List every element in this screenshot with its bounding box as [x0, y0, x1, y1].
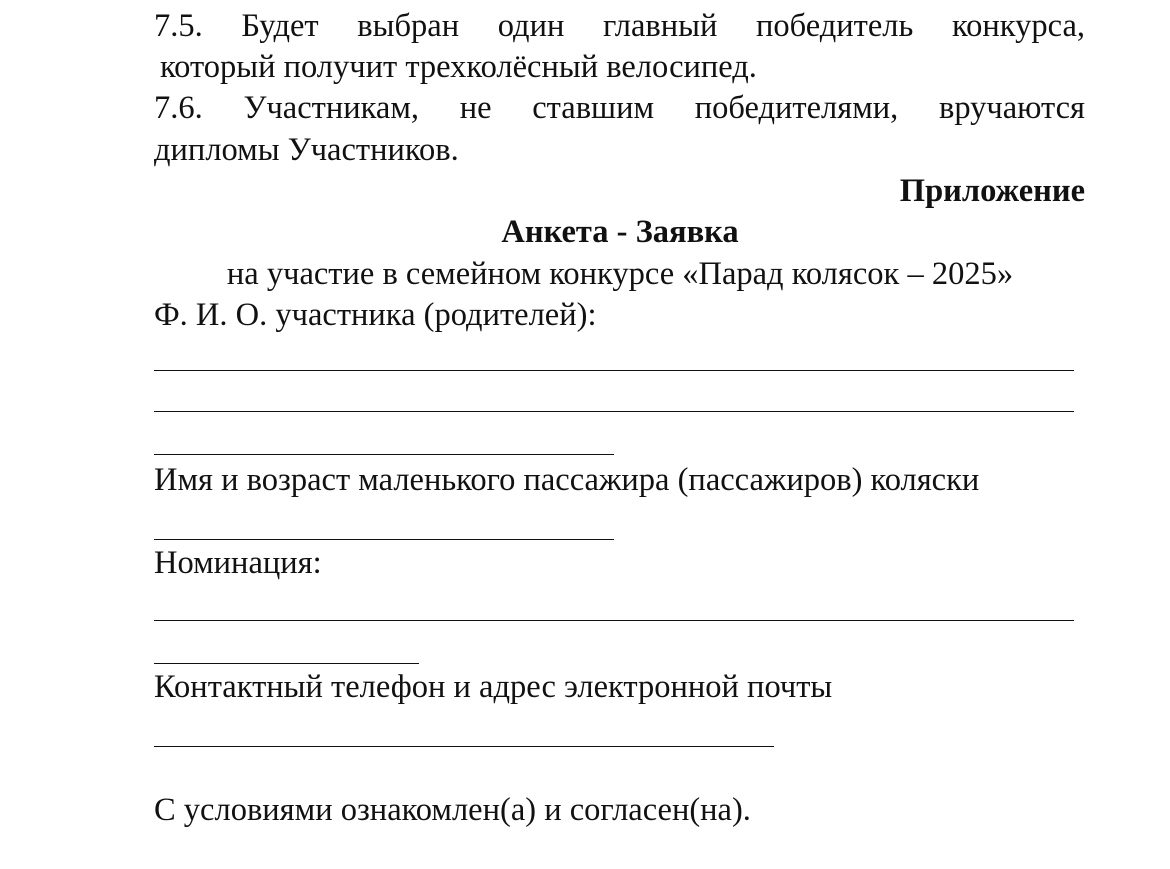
contact-blank-line — [154, 746, 774, 747]
fio-blank-line-1 — [154, 370, 1074, 371]
clause-7-5-line-1: 7.5. Будет выбран один главный победитель конкурса, — [154, 8, 1085, 44]
fio-label: Ф. И. О. участника (родителей): — [154, 297, 597, 333]
form-title: Анкета - Заявка — [501, 214, 739, 250]
nomination-label: Номинация: — [154, 545, 322, 581]
contact-label: Контактный телефон и адрес электронной почты — [154, 669, 833, 705]
consent-text: С условиями ознакомлен(а) и согласен(на). — [154, 792, 751, 828]
fio-blank-line-3 — [154, 454, 614, 455]
clause-7-6-line-1: 7.6. Участникам, не ставшим победителями, вручаются — [154, 90, 1085, 126]
child-label: Имя и возраст маленького пассажира (пассажиров) коляски — [154, 462, 980, 498]
nomination-blank-line-1 — [154, 620, 1074, 621]
appendix-label: Приложение — [899, 173, 1085, 209]
clause-7-6-line-2: дипломы Участников. — [154, 132, 459, 168]
form-subtitle: на участие в семейном конкурсе «Парад колясок – 2025» — [226, 256, 1014, 292]
nomination-blank-line-2 — [154, 663, 419, 664]
fio-blank-line-2 — [154, 411, 1074, 412]
clause-7-5-line-2: который получит трехколёсный велосипед. — [160, 49, 757, 85]
child-blank-line — [154, 539, 614, 540]
